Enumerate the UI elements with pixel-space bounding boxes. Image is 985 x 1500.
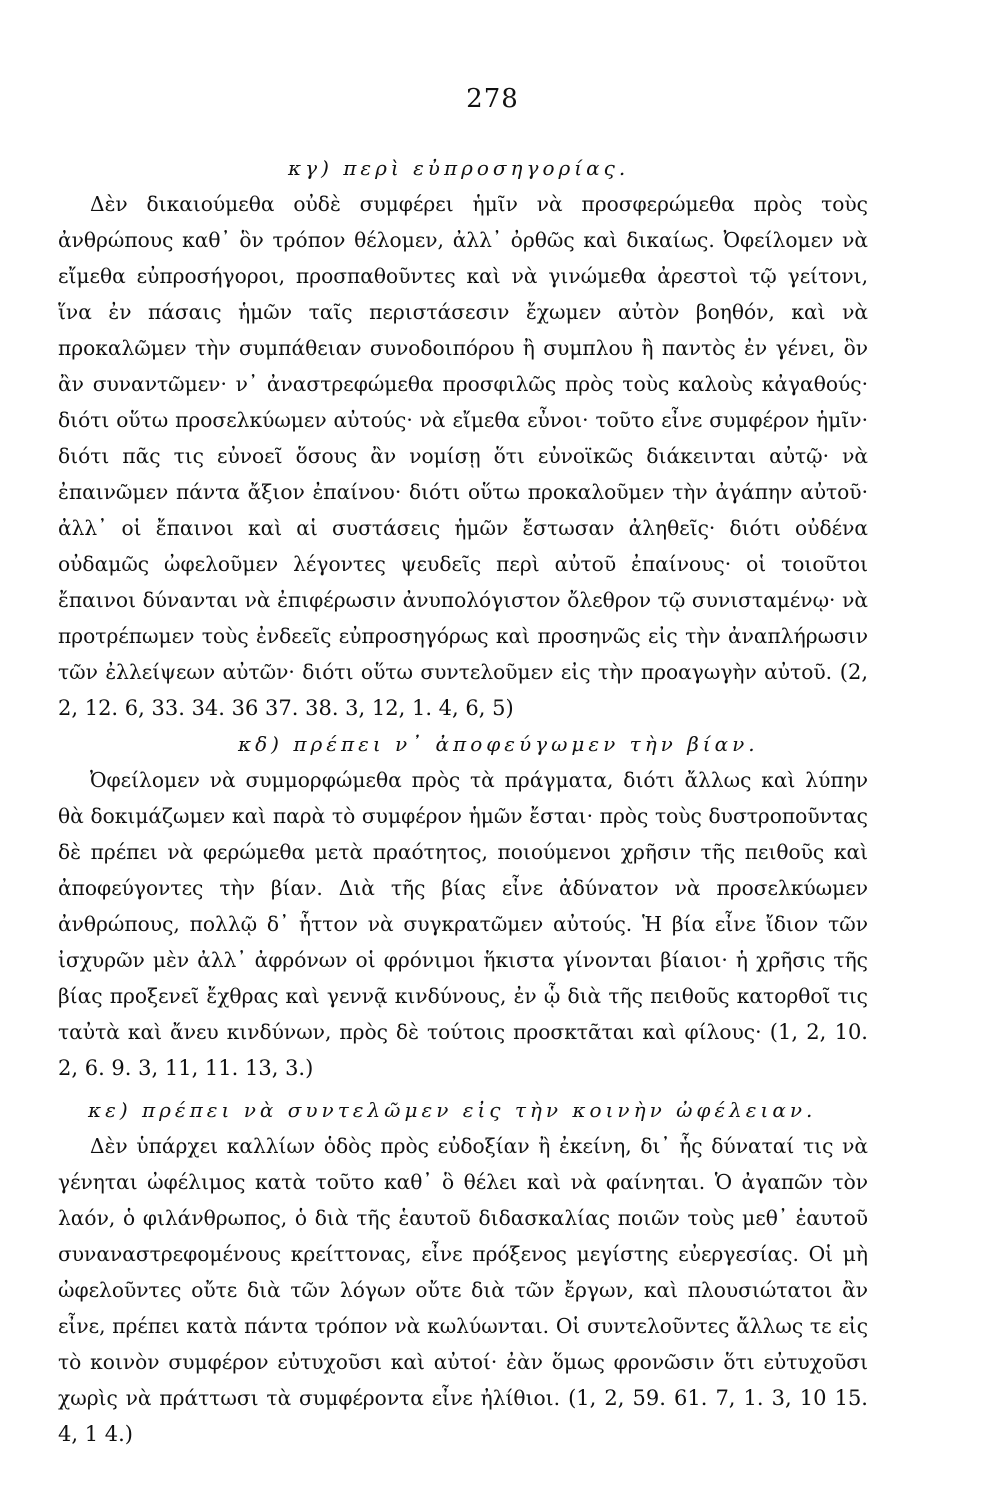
section-heading: κδ) πρέπει ν᾽ ἀποφεύγωμεν τὴν βίαν.: [238, 732, 759, 756]
page-content: [58, 150, 868, 1452]
paragraph-text: Δὲν δικαιούμεθα οὐδὲ συμφέρει ἡμῖν νὰ προσφερώμεθα πρὸς τοὺς ἀνθρώπους καθ᾽ ὃν τρόπον θέλομεν, ἀλλ᾽ ὀρθῶς καὶ δικαίως. Ὀφείλομεν νὰ εἴμεθα εὐπροσήγοροι, προσπαθοῦντες καὶ νὰ γινώμεθα ἀρεστοὶ τῷ γείτονι, ἵνα ἐν πάσαις ἡμῶν ταῖς περιστάσεσιν ἔχωμεν αὐτὸν βοηθόν, καὶ νὰ προκαλῶμεν τὴν συμπάθειαν συνοδοιπόρου ἢ συμπλου ἢ παντὸς ἐν γένει, ὃν ἂν συναντῶμεν· ν᾽ ἀναστρεφώμεθα προσφιλῶς πρὸς τοὺς καλοὺς κἀγαθούς· διότι οὕτω προσελκύωμεν αὐτούς· νὰ εἴμεθα εὖνοι· τοῦτο εἶνε συμφέρον ἡμῖν· διότι πᾶς τις εὐνοεῖ ὅσους ἂν νομίσῃ ὅτι εὐνοϊκῶς διάκεινται αὐτῷ· νὰ ἐπαινῶμεν πάντα ἄξιον ἐπαίνου· διότι οὕτω προκαλοῦμεν τὴν ἀγάπην αὐτοῦ· ἀλλ᾽ οἱ ἔπαινοι καὶ αἱ συστάσεις ἡμῶν ἔστωσαν ἀληθεῖς· διότι οὐδένα οὐδαμῶς ὠφελοῦμεν λέγοντες ψευδεῖς περὶ αὐτοῦ ἐπαίνους· οἱ τοιοῦτοι ἔπαινοι δύνανται νὰ ἐπιφέρωσιν ἀνυπολόγιστον ὄλεθρον τῷ συνισταμένῳ· νὰ προτρέπωμεν τοὺς ἐνδεεῖς εὐπροσηγόρως καὶ προσηνῶς εἰς τὴν ἀναπλήρωσιν τῶν ἐλλείψεων αὐτῶν· διότι οὕτω συντελοῦμεν εἰς τὴν προαγωγὴν αὐτοῦ.: [58, 192, 868, 684]
citation-references: (1, 2, 59. 61. 7, 1. 3, 10 15. 4, 1 4.): [58, 1386, 868, 1446]
citation-references: (2, 2, 12. 6, 33. 34. 36 37. 38. 3, 12, 1. 4, 6, 5): [58, 660, 868, 720]
paragraph-text: Δὲν ὑπάρχει καλλίων ὁδὸς πρὸς εὐδοξίαν ἢ ἐκείνη, δι᾽ ἧς δύναταί τις νὰ γένηται ὠφέλιμος κατὰ τοῦτο καθ᾽ ὃ θέλει καὶ νὰ φαίνηται. Ὁ ἀγαπῶν τὸν λαόν, ὁ φιλάνθρωπος, ὁ διὰ τῆς ἑαυτοῦ διδασκαλίας ποιῶν τοὺς μεθ᾽ ἑαυτοῦ συναναστρεφομένους κρείττονας, εἶνε πρόξενος μεγίστης εὐεργεσίας. Οἱ μὴ ὠφελοῦντες οὔτε διὰ τῶν λόγων οὔτε διὰ τῶν ἔργων, καὶ πλουσιώτατοι ἂν εἶνε, πρέπει κατὰ πάντα τρόπον νὰ κωλύωνται. Οἱ συντελοῦντες ἄλλως τε εἰς τὸ κοινὸν συμφέρον εὐτυχοῦσι καὶ αὐτοί· ἐὰν ὅμως φρονῶσιν ὅτι εὐτυχοῦσι χωρὶς νὰ πράττωσι τὰ συμφέροντα εἶνε ἠλίθιοι.: [58, 1134, 868, 1410]
section-heading: κγ) περὶ εὐπροσηγορίας.: [288, 156, 630, 180]
citation-references: (1, 2, 10. 2, 6. 9. 3, 11, 11. 13, 3.): [58, 1020, 868, 1080]
section-paragraph: [58, 186, 868, 726]
section-paragraph: [58, 762, 868, 1086]
page-number: 278: [466, 84, 519, 114]
section-eyprosigoria: [58, 150, 868, 726]
paragraph-text: Ὀφείλομεν νὰ συμμορφώμεθα πρὸς τὰ πράγματα, διότι ἄλλως καὶ λύπην θὰ δοκιμάζωμεν καὶ παρὰ τὸ συμφέρον ἡμῶν ἔσται· πρὸς τοὺς δυστροποῦντας δὲ πρέπει νὰ φερώμεθα μετὰ πραότητος, ποιούμενοι χρῆσιν τῆς πειθοῦς καὶ ἀποφεύγοντες τὴν βίαν. Διὰ τῆς βίας εἶνε ἀδύνατον νὰ προσελκύωμεν ἀνθρώπους, πολλῷ δ᾽ ἧττον νὰ συγκρατῶμεν αὐτούς. Ἡ βία εἶνε ἴδιον τῶν ἰσχυρῶν μὲν ἀλλ᾽ ἀφρόνων οἱ φρόνιμοι ἥκιστα γίνονται βίαιοι· ἡ χρῆσις τῆς βίας προξενεῖ ἔχθρας καὶ γεννᾷ κινδύνους, ἐν ᾧ διὰ τῆς πειθοῦς κατορθοῖ τις ταὐτὰ καὶ ἄνευ κινδύνων, πρὸς δὲ τούτοις προσκτᾶται καὶ φίλους·: [58, 768, 868, 1044]
section-heading: κε) πρέπει νὰ συντελῶμεν εἰς τὴν κοινὴν ὠφέλειαν.: [88, 1098, 817, 1122]
section-paragraph: [58, 1128, 868, 1452]
section-bia: [58, 726, 868, 1086]
section-koini-ofeleia: [58, 1092, 868, 1452]
